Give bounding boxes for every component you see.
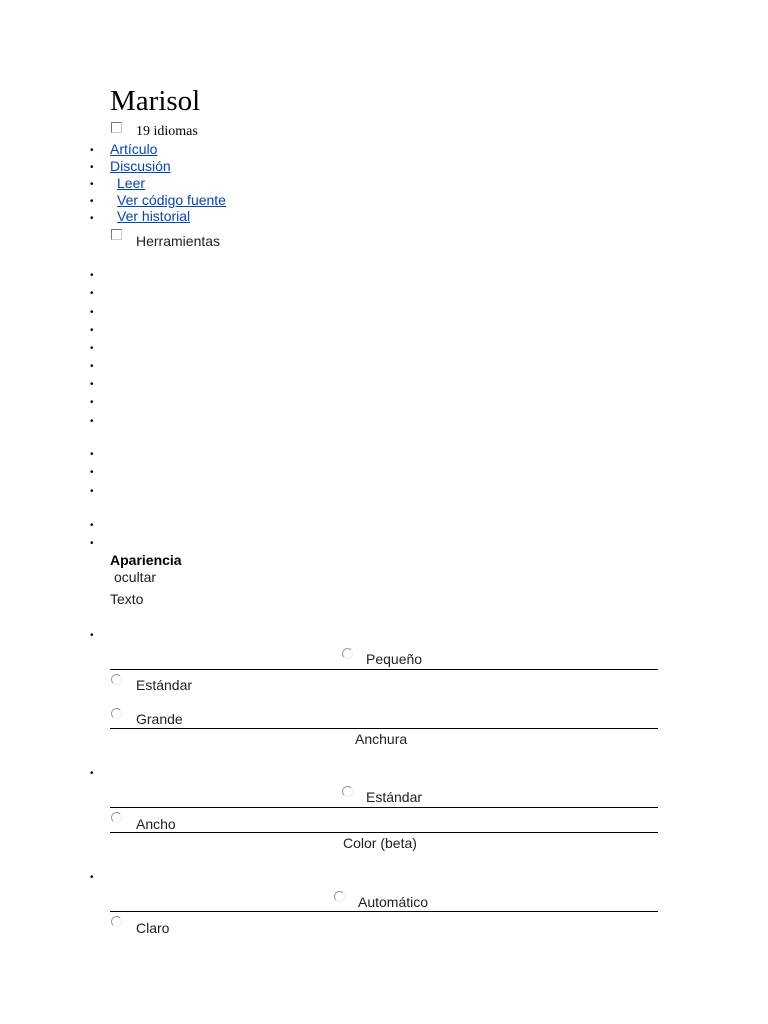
- bullet: •: [90, 520, 94, 531]
- divider: [110, 911, 658, 912]
- bullet: •: [90, 397, 94, 408]
- bullet: •: [90, 361, 94, 372]
- bullet: •: [90, 379, 94, 390]
- bullet: •: [90, 270, 94, 281]
- nav-article-link[interactable]: Artículo: [110, 141, 158, 157]
- text-size-small-label[interactable]: Pequeño: [366, 651, 423, 667]
- bullet: •: [90, 288, 94, 299]
- width-standard-label[interactable]: Estándar: [366, 789, 423, 805]
- bullet: •: [90, 872, 94, 883]
- text-size-large-radio[interactable]: [111, 708, 122, 719]
- nav-discussion-link[interactable]: Discusión: [110, 158, 171, 174]
- text-size-standard-label[interactable]: Estándar: [136, 677, 193, 693]
- color-light-label[interactable]: Claro: [136, 920, 170, 936]
- nav-read-link[interactable]: Leer: [117, 175, 146, 191]
- color-auto-radio[interactable]: [334, 891, 345, 902]
- bullet: •: [90, 213, 94, 224]
- bullet: •: [90, 196, 94, 207]
- bullet: •: [90, 630, 94, 641]
- languages-label[interactable]: 19 idiomas: [136, 124, 198, 139]
- bullet: •: [90, 538, 94, 549]
- color-light-radio[interactable]: [111, 916, 122, 927]
- appearance-hide-button[interactable]: ocultar: [114, 569, 157, 585]
- bullet: •: [90, 307, 94, 318]
- tools-label[interactable]: Herramientas: [136, 233, 221, 249]
- languages-checkbox[interactable]: [111, 122, 122, 133]
- divider: [110, 669, 658, 670]
- nav-view-source-link[interactable]: Ver código fuente: [117, 192, 226, 208]
- width-wide-label[interactable]: Ancho: [136, 816, 176, 832]
- text-size-label: Texto: [110, 591, 144, 607]
- color-auto-label[interactable]: Automático: [358, 894, 429, 910]
- tools-checkbox[interactable]: [111, 229, 122, 240]
- width-wide-radio[interactable]: [111, 812, 122, 823]
- divider: [110, 807, 658, 808]
- bullet: •: [90, 145, 94, 156]
- text-size-standard-radio[interactable]: [111, 674, 122, 685]
- bullet: •: [90, 768, 94, 779]
- bullet: •: [90, 343, 94, 354]
- width-standard-radio[interactable]: [342, 786, 353, 797]
- bullet: •: [90, 486, 94, 497]
- text-size-small-radio[interactable]: [342, 648, 353, 659]
- bullet: •: [90, 467, 94, 478]
- bullet: •: [90, 416, 94, 427]
- page-title: Marisol: [110, 85, 201, 117]
- bullet: •: [90, 325, 94, 336]
- color-label: Color (beta): [343, 835, 417, 851]
- bullet: •: [90, 179, 94, 190]
- nav-view-history-link[interactable]: Ver historial: [117, 208, 191, 224]
- appearance-heading: Apariencia: [110, 552, 182, 568]
- text-size-large-label[interactable]: Grande: [136, 711, 183, 727]
- divider: [110, 728, 658, 729]
- width-label: Anchura: [355, 731, 408, 747]
- bullet: •: [90, 162, 94, 173]
- bullet: •: [90, 449, 94, 460]
- divider: [110, 832, 658, 833]
